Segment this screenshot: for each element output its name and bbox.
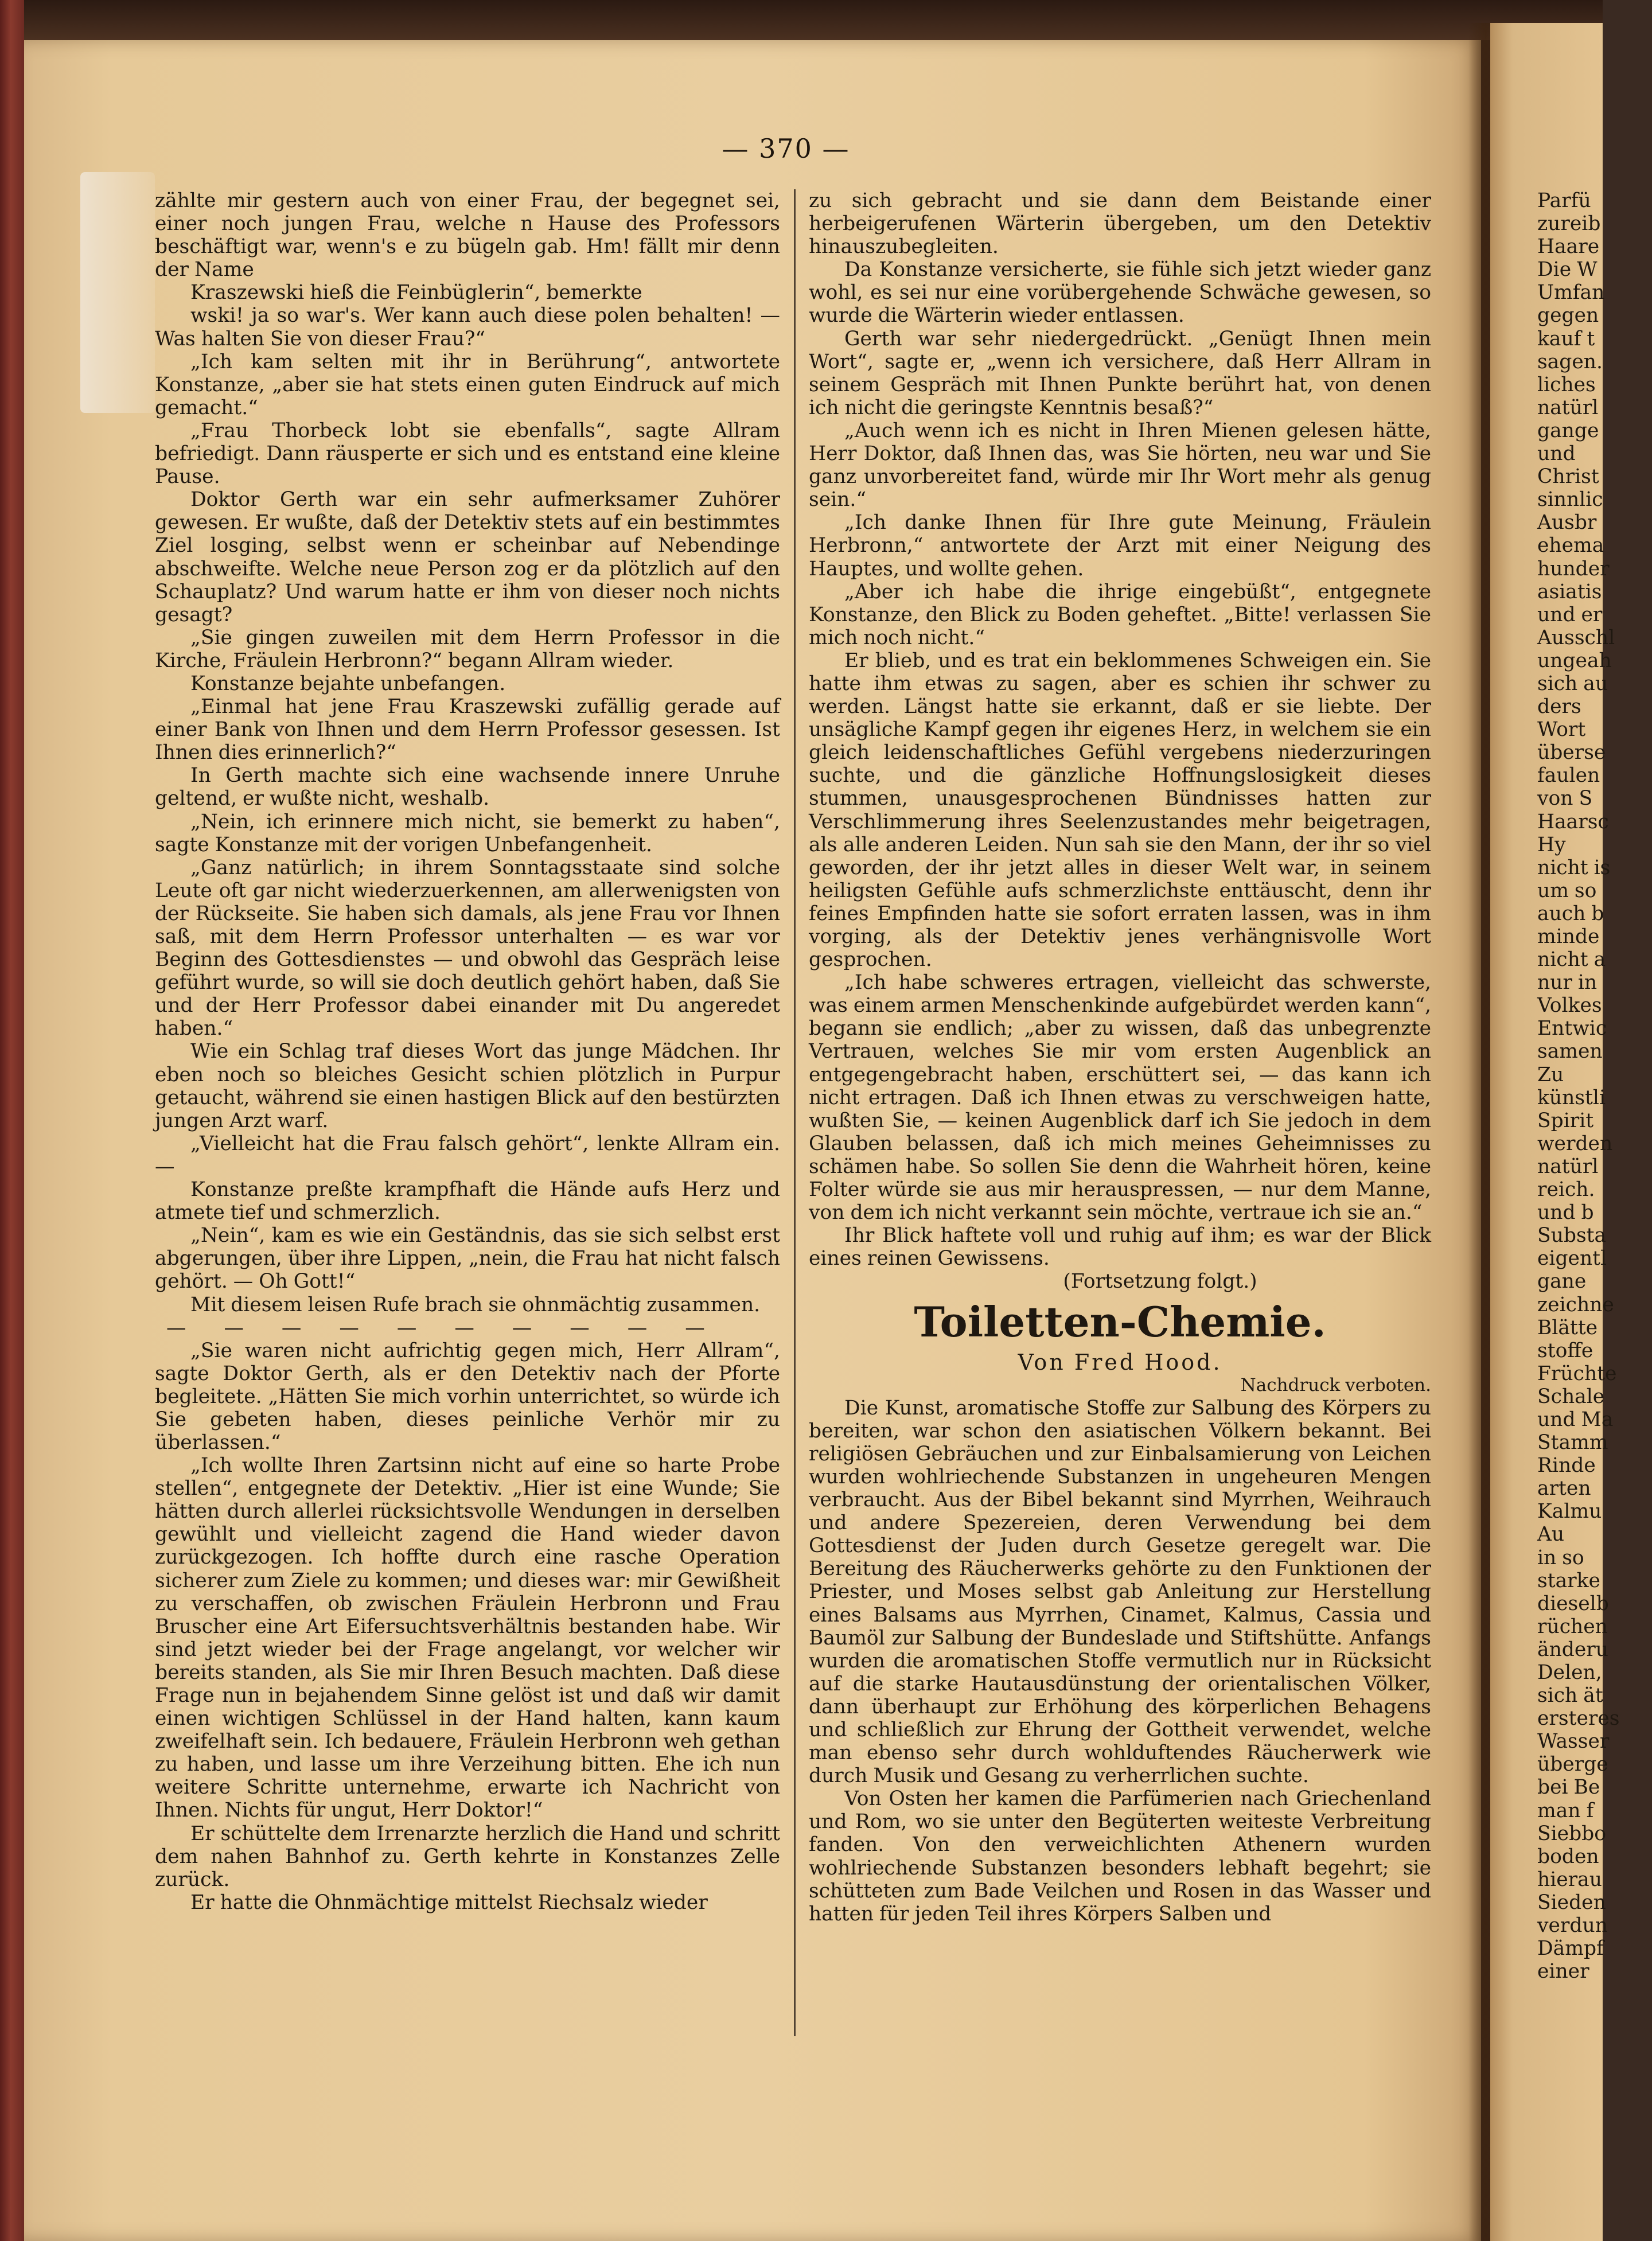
cut-line-fragment: verdun bbox=[1537, 1914, 1608, 1938]
cut-line-fragment: Haarsc bbox=[1537, 810, 1609, 833]
cut-line-fragment: ungeah bbox=[1537, 649, 1612, 672]
paragraph: „Ich kam selten mit ihr in Berührung“, antwortete Konstanze, „aber sie hat stets einen guten Eindruck auf mich gemacht.“ bbox=[155, 350, 780, 419]
paragraph: Konstanze bejahte unbefangen. bbox=[190, 672, 506, 695]
cut-line-fragment: Spirit bbox=[1537, 1109, 1594, 1132]
article-byline: Von Fred Hood. bbox=[1018, 1349, 1222, 1375]
paragraph: wski! ja so war's. Wer kann auch diese polen behalten! — Was halten Sie von dieser Frau?“ bbox=[155, 304, 780, 350]
text-column-left bbox=[155, 189, 780, 1914]
cut-line-fragment: hunder bbox=[1537, 557, 1610, 580]
cut-line-fragment: änderu bbox=[1537, 1638, 1609, 1661]
cut-line-fragment: und er bbox=[1537, 603, 1603, 626]
cut-line-fragment: Volkes bbox=[1537, 994, 1602, 1018]
paragraph: Er blieb, und es trat ein beklommenes Schweigen ein. Sie hatte ihm etwas zu sagen, aber es schien ihr schwer zu werden. Längst hatte sie erkannt, daß er sie liebte. Der unsägliche Kampf gegen ihr eigenes Herz, in welchem sie ein gleich leidenschaftliches Gefühl vergebens niederzuringen suchte, und die gänzliche Hoffnungslosigkeit dieses stummen, unausgesprochenen Bündnisses hatten zur Verschlimmerung ihres Seelenzustandes mehr beigetragen, als alle anderen Leiden. Nun sah sie den Mann, der ihr so viel geworden, der ihr jetzt alles in dieser Welt war, in seinem heiligsten Gefühle aufs schmerzlichste enttäuscht, denn ihr feines Empfinden hatte sie sofort erraten lassen, was in ihm vorging, als der Detektiv jenes verhängnisvolle Wort gesprochen. bbox=[809, 649, 1431, 972]
cut-line-fragment: Wort bbox=[1537, 718, 1586, 742]
cut-line-fragment: überse bbox=[1537, 741, 1606, 765]
article-heading: Toiletten-Chemie. bbox=[914, 1297, 1326, 1346]
paragraph: Doktor Gerth war ein sehr aufmerksamer Zuhörer gewesen. Er wußte, daß der Detektiv stets auf ein bestimmtes Ziel losging, selbst wenn er scheinbar auf Nebendinge abschweifte. Welche neue Person zog er da plötzlich auf den Schauplatz? Und warum hatte er ihm von dieser noch nichts gesagt? bbox=[155, 488, 780, 626]
paragraph: „Vielleicht hat die Frau falsch gehört“, lenkte Allram ein. — bbox=[155, 1132, 780, 1178]
cut-line-fragment: boden bbox=[1537, 1845, 1599, 1868]
cut-line-fragment: Zu bbox=[1537, 1063, 1564, 1086]
paragraph: „Sie waren nicht aufrichtig gegen mich, Herr Allram“, sagte Doktor Gerth, als er den Detektiv nach der Pforte begleitete. „Hätten Sie mich vorhin unterrichtet, so würde ich Sie gebeten haben, dieses peinliche Verhör mir zu überlassen.“ bbox=[155, 1339, 780, 1454]
cut-line-fragment: Schale bbox=[1537, 1385, 1605, 1408]
cut-line-fragment: natürl bbox=[1537, 396, 1599, 419]
cut-line-fragment: von S bbox=[1537, 787, 1593, 810]
paragraph: „Auch wenn ich es nicht in Ihren Mienen gelesen hätte, Herr Doktor, daß Ihnen das, was Sie hörten, neu war und Sie ganz unvorbereitet fand, würde mir Ihr Wort mehr als genug sein.“ bbox=[809, 419, 1431, 512]
cut-line-fragment: Ausbr bbox=[1537, 511, 1597, 535]
cut-line-fragment: ersteres bbox=[1537, 1707, 1620, 1731]
cut-line-fragment: Christ bbox=[1537, 465, 1599, 489]
cut-line-fragment: minde bbox=[1537, 925, 1600, 948]
page-number: — 370 — bbox=[722, 133, 850, 164]
paragraph: „Ich habe schweres ertragen, vielleicht das schwerste, was einem armen Menschenkinde aufgebürdet werden kann“, begann sie endlich; „aber zu wissen, daß das unbegrenzte Vertrauen, welches Sie mir vom ersten Augenblick an entgegengebracht haben, erschüttert sei, — das kann ich nicht ertragen. Daß ich Ihnen etwas zu verschweigen hatte, wußten Sie, — keinen Augenblick darf ich Sie jedoch in dem Glauben belassen, daß ich mich meines Geheimnisses zu schämen habe. So sollen Sie denn die Wahrheit hören, keine Folter würde sie aus mir herauspressen, — nur dem Manne, von dem ich nicht verkannt sein möchte, vertraue ich sie an.“ bbox=[809, 971, 1431, 1225]
cut-line-fragment: Parfü bbox=[1537, 189, 1591, 212]
cut-line-fragment: einer bbox=[1537, 1960, 1589, 1983]
paragraph: zu sich gebracht und sie dann dem Beistande einer herbeigerufenen Wärterin übergeben, um den Detektiv hinauszubegleiten. bbox=[809, 189, 1431, 259]
cut-line-fragment: Früchte bbox=[1537, 1362, 1617, 1385]
cut-line-fragment: rüchen bbox=[1537, 1615, 1608, 1638]
cut-line-fragment: starke bbox=[1537, 1569, 1600, 1592]
cut-line-fragment: und bbox=[1537, 442, 1576, 466]
cut-line-fragment: liches bbox=[1537, 373, 1596, 396]
cut-line-fragment: und b bbox=[1537, 1201, 1594, 1225]
cut-line-fragment: nur in bbox=[1537, 971, 1598, 995]
cut-line-fragment: sich ät bbox=[1537, 1684, 1603, 1708]
cut-line-fragment: werden bbox=[1537, 1132, 1613, 1155]
cut-line-fragment: arten bbox=[1537, 1477, 1591, 1501]
cut-line-fragment: asiatis bbox=[1537, 580, 1602, 603]
paragraph: „Aber ich habe die ihrige eingebüßt“, entgegnete Konstanze, den Blick zu Boden geheftet. „Bitte! verlassen Sie mich noch nicht.“ bbox=[809, 580, 1431, 649]
paragraph: Die Kunst, aromatische Stoffe zur Salbung des Körpers zu bereiten, war schon den asiatischen Völkern bekannt. Bei religiösen Gebräuchen und zur Einbalsamierung von Leichen wurden wohlriechende Substanzen in ungeheuren Mengen verbraucht. Aus der Bibel bekannt sind Myrrhen, Weihrauch und andere Spezereien, deren Verwendung bei dem Gottesdienst der Juden durch Gesetze geregelt war. Die Bereitung des Räucherwerks gehörte zu den Funktionen der Priester, und Moses selbst gab Anleitung zur Herstellung eines Balsams aus Myrrhen, Cinamet, Kalmus, Cassia und Baumöl zur Salbung der Bundeslade und Stiftshütte. Anfangs wurden die aromatischen Stoffe vermutlich nur in Rücksicht auf die starke Hautausdünstung der orientalischen Völker, dann überhaupt zur Erhöhung des körperlichen Behagens und schließlich zur Ehrung der Gottheit verwendet, welche man ebenso sehr durch wohlduftendes Räucherwerk wie durch Musik und Gesang zu verherrlichen suchte. bbox=[809, 1396, 1431, 1788]
continuation-note: (Fortsetzung folgt.) bbox=[1063, 1270, 1257, 1293]
paragraph: Wie ein Schlag traf dieses Wort das junge Mädchen. Ihr eben noch so bleiches Gesicht schien plötzlich in Purpur getaucht, während sie einen hastigen Blick auf den bestürzten jungen Arzt warf. bbox=[155, 1040, 780, 1132]
cut-line-fragment: Umfan bbox=[1537, 281, 1605, 305]
cut-line-fragment: Blätte bbox=[1537, 1316, 1598, 1339]
cut-line-fragment: zeichne bbox=[1537, 1293, 1614, 1316]
column-divider bbox=[794, 189, 796, 2036]
cut-line-fragment: Wasser bbox=[1537, 1730, 1610, 1753]
cut-line-fragment: Kalmu bbox=[1537, 1500, 1602, 1523]
cut-line-fragment: Rinde bbox=[1537, 1454, 1596, 1478]
paragraph: „Frau Thorbeck lobt sie ebenfalls“, sagte Allram befriedigt. Dann räusperte er sich und es entstand eine kleine Pause. bbox=[155, 419, 780, 489]
paragraph: „Ganz natürlich; in ihrem Sonntagsstaate sind solche Leute oft gar nicht wiederzuerkennen, am allerwenigsten von der Rückseite. Sie haben sich damals, als jene Frau vor Ihnen saß, mit dem Herrn Professor unterhalten — es war vor Beginn des Gottesdienstes — und obwohl das Gespräch leise geführt wurde, so will sie doch deutlich gehört haben, daß Sie und der Herr Professor dabei einander mit Du angeredet haben.“ bbox=[155, 856, 780, 1040]
cut-line-fragment: ders bbox=[1537, 695, 1581, 719]
cut-line-fragment: dieselb bbox=[1537, 1592, 1609, 1615]
paragraph: In Gerth machte sich eine wachsende innere Unruhe geltend, er wußte nicht, weshalb. bbox=[155, 764, 780, 810]
book-binding bbox=[0, 0, 24, 2241]
paragraph: Gerth war sehr niedergedrückt. „Genügt Ihnen mein Wort“, sagte er, „wenn ich versichere, daß Herr Allram in seinem Gespräch mit Ihnen Punkte berührt hat, von denen ich nicht die geringste Kenntnis besaß?“ bbox=[809, 327, 1431, 419]
cut-line-fragment: auch b bbox=[1537, 902, 1604, 925]
cut-line-fragment: reich. bbox=[1537, 1178, 1595, 1202]
cut-line-fragment: in so bbox=[1537, 1546, 1584, 1569]
cut-line-fragment: gegen bbox=[1537, 304, 1599, 328]
cut-line-fragment: kauf t bbox=[1537, 327, 1595, 350]
paragraph: „Nein, ich erinnere mich nicht, sie bemerkt zu haben“, sagte Konstanze mit der vorigen Unbefangenheit. bbox=[155, 810, 780, 856]
scan-top-edge bbox=[24, 0, 1603, 40]
cut-line-fragment: samen bbox=[1537, 1040, 1603, 1063]
paragraph: „Einmal hat jene Frau Kraszewski zufällig gerade auf einer Bank von Ihnen und dem Herrn Professor gesessen. Ist Ihnen dies erinnerlich?“ bbox=[155, 695, 780, 765]
cut-line-fragment: Au bbox=[1537, 1523, 1565, 1546]
cut-line-fragment: überge bbox=[1537, 1753, 1608, 1776]
cut-line-fragment: um so bbox=[1537, 879, 1597, 902]
cut-line-fragment: nicht a bbox=[1537, 948, 1606, 972]
paragraph: Mit diesem leisen Rufe brach sie ohnmächtig zusammen. bbox=[190, 1293, 761, 1316]
cut-line-fragment: sinnlic bbox=[1537, 488, 1603, 512]
cut-line-fragment: bei Be bbox=[1537, 1776, 1600, 1799]
cut-line-fragment: Delen, bbox=[1537, 1661, 1602, 1684]
cut-line-fragment: sich au bbox=[1537, 672, 1608, 695]
paragraph: „Sie gingen zuweilen mit dem Herrn Professor in die Kirche, Fräulein Herbronn?“ begann Allram wieder. bbox=[155, 626, 780, 672]
cut-line-fragment: gane bbox=[1537, 1270, 1587, 1293]
cut-line-fragment: Ausschl bbox=[1537, 626, 1615, 649]
paragraph: Von Osten her kamen die Parfümerien nach Griechenland und Rom, wo sie unter den Begüterten weiteste Verbreitung fanden. Von den verweichlichten Athenern wurden wohlriechende Substanzen besonders lebhaft begehrt; sie schütteten zum Bade Veilchen und Rosen in das Wasser und hatten für jeden Teil ihres Körpers Salben und bbox=[809, 1787, 1431, 1926]
paragraph: Konstanze preßte krampfhaft die Hände aufs Herz und atmete tief und schmerzlich. bbox=[155, 1178, 780, 1225]
cut-line-fragment: Dämpf bbox=[1537, 1937, 1604, 1961]
cut-line-fragment: und Ma bbox=[1537, 1408, 1614, 1431]
reprint-note: Nachdruck verboten. bbox=[1240, 1374, 1431, 1396]
cut-line-fragment: nicht is bbox=[1537, 856, 1611, 879]
cut-line-fragment: faulen bbox=[1537, 764, 1600, 788]
paragraph: Da Konstanze versicherte, sie fühle sich jetzt wieder ganz wohl, es sei nur eine vorübergehende Schwäche gewesen, so wurde die Wärterin wieder entlassen. bbox=[809, 258, 1431, 328]
cut-line-fragment: Siebbo bbox=[1537, 1822, 1607, 1845]
cut-line-fragment: Substa bbox=[1537, 1224, 1607, 1248]
cut-line-fragment: ehema bbox=[1537, 534, 1604, 558]
paper-overlay-strip bbox=[80, 172, 155, 413]
cut-line-fragment: man f bbox=[1537, 1799, 1594, 1822]
paragraph: Er schüttelte dem Irrenarzte herzlich die Hand und schritt dem nahen Bahnhof zu. Gerth kehrte in Konstanzes Zelle zurück. bbox=[155, 1822, 780, 1891]
section-separator: — — — — — — — — — — bbox=[166, 1316, 721, 1339]
text-column-right-cut bbox=[1537, 189, 1652, 1983]
cut-line-fragment: zureib bbox=[1537, 212, 1601, 236]
cut-line-fragment: Sieden bbox=[1537, 1891, 1606, 1914]
paragraph: „Ich danke Ihnen für Ihre gute Meinung, Fräulein Herbronn,“ antwortete der Arzt mit einer Neigung des Hauptes, und wollte gehen. bbox=[809, 511, 1431, 580]
cut-line-fragment: natürl bbox=[1537, 1155, 1599, 1178]
cut-line-fragment: eigentl bbox=[1537, 1247, 1607, 1270]
cut-line-fragment: sagen. bbox=[1537, 350, 1603, 373]
paragraph: „Nein“, kam es wie ein Geständnis, das sie sich selbst erst abgerungen, über ihre Lippen, „nein, die Frau hat nicht falsch gehört. — Oh Gott!“ bbox=[155, 1224, 780, 1293]
paragraph: Ihr Blick haftete voll und ruhig auf ihm; es war der Blick eines reinen Gewissens. bbox=[809, 1224, 1431, 1270]
cut-line-fragment: stoffe bbox=[1537, 1339, 1593, 1362]
cut-line-fragment: Entwic bbox=[1537, 1017, 1607, 1040]
paragraph: zählte mir gestern auch von einer Frau, der begegnet sei, einer noch jungen Frau, welche n Hause des Professors beschäftigt war, wenn's e zu bügeln gab. Hm! fällt mir denn der Name bbox=[155, 189, 780, 282]
cut-line-fragment: Hy bbox=[1537, 833, 1566, 856]
cut-line-fragment: Stamm bbox=[1537, 1431, 1608, 1455]
paragraph: „Ich wollte Ihren Zartsinn nicht auf eine so harte Probe stellen“, entgegnete der Detektiv. „Hier ist eine Wunde; Sie hätten durch allerlei rücksichtsvolle Wendungen in derselben gewühlt und vielleicht zagend die Hand wieder davon zurückgezogen. Ich hoffte durch eine rasche Operation sicherer zum Ziele zu kommen; und dieses war: mir Gewißheit zu verschaffen, ob zwischen Fräulein Herbronn und Frau Bruscher eine Art Eifersuchtsverhältnis bestanden habe. Wir sind jetzt wieder bei der Frage angelangt, vor welcher wir bereits standen, als Sie mir Ihren Besuch machten. Daß diese Frage nun in bejahendem Sinne gelöst ist und daß wir damit einen wichtigen Schlüssel in der Hand halten, kann kaum zweifelhaft sein. Ich bedauere, Fräulein Herbronn weh gethan zu haben, und lasse um ihre Verzeihung bitten. Ehe ich nun weitere Schritte unternehme, erwarte ich Nachricht von Ihnen. Nichts für ungut, Herr Doktor!“ bbox=[155, 1454, 780, 1822]
cut-line-fragment: gange bbox=[1537, 419, 1599, 442]
paragraph: Kraszewski hieß die Feinbüglerin“, bemerkte bbox=[190, 281, 642, 305]
cut-line-fragment: Die W bbox=[1537, 258, 1598, 282]
paragraph: Er hatte die Ohnmächtige mittelst Riechsalz wieder bbox=[190, 1891, 708, 1914]
cut-line-fragment: Haare bbox=[1537, 235, 1600, 259]
cut-line-fragment: künstli bbox=[1537, 1086, 1606, 1109]
cut-line-fragment: hierau bbox=[1537, 1868, 1602, 1891]
text-column-middle bbox=[809, 189, 1431, 1926]
